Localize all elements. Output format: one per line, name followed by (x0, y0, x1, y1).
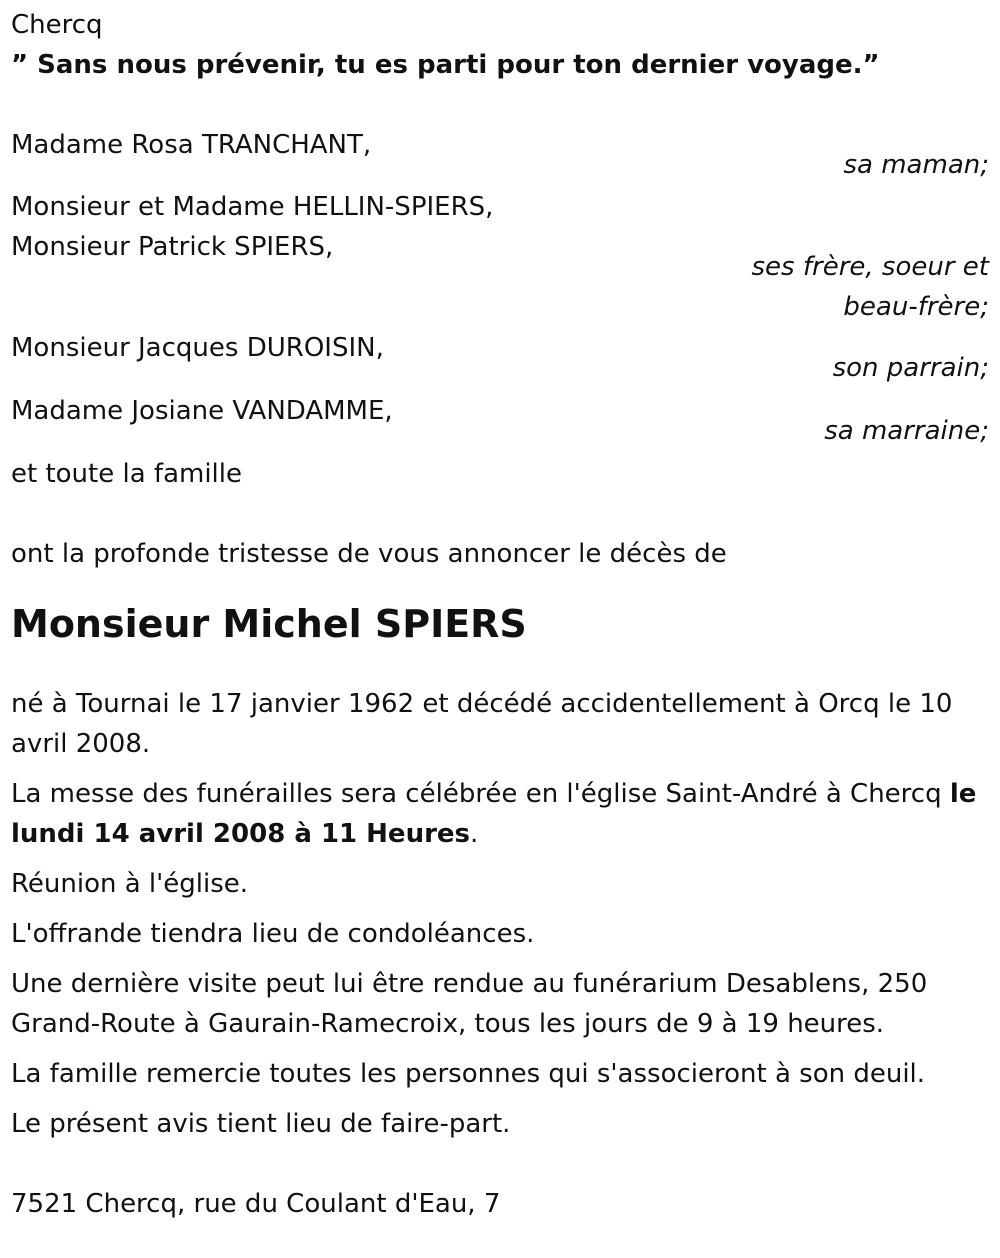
family-member-name: Madame Rosa TRANCHANT, (11, 130, 372, 160)
family-relation: ses frère, soeur et (751, 252, 989, 282)
offering-paragraph: L'offrande tiendra lieu de condoléances. (11, 919, 535, 949)
notice-paragraph: Le présent avis tient lieu de faire-part. (11, 1109, 511, 1139)
family-address: 7521 Chercq, rue du Coulant d'Eau, 7 (11, 1189, 501, 1219)
epitaph-quote: ” Sans nous prévenir, tu es parti pour ton dernier voyage.” (11, 50, 880, 80)
birth-death-paragraph: né à Tournai le 17 janvier 1962 et décédé accidentellement à Orcq le 10 avril 2008. (11, 689, 953, 759)
family-relation: sa maman; (843, 150, 989, 180)
funeral-paragraph (11, 774, 990, 854)
location-heading: Chercq (11, 10, 103, 40)
visit-paragraph: Une dernière visite peut lui être rendue au funérarium Desablens, 250 Grand-Route à Gaurain-Ramecroix, tous les jours de 9 à 19 heures. (11, 969, 928, 1039)
family-member-name: Monsieur et Madame HELLIN-SPIERS, (11, 192, 494, 222)
thanks-paragraph: La famille remercie toutes les personnes qui s'associeront à son deuil. (11, 1059, 926, 1089)
meeting-paragraph: Réunion à l'église. (11, 869, 249, 899)
family-relation: son parrain; (832, 353, 989, 383)
deceased-name: Monsieur Michel SPIERS (11, 602, 527, 646)
announcement-text: ont la profonde tristesse de vous annoncer le décès de (11, 539, 727, 569)
family-closing: et toute la famille (11, 459, 242, 489)
family-entry-godfather (11, 328, 990, 388)
funeral-period: . (470, 819, 479, 849)
funeral-date: le lundi 14 avril 2008 à 11 Heures (11, 779, 977, 849)
family-entry-siblings (11, 187, 990, 327)
family-relation: beau-frère; (843, 292, 989, 322)
funeral-text: La messe des funérailles sera célébrée en l'église Saint-André à Chercq (11, 779, 950, 809)
family-entry-mother (11, 125, 990, 185)
family-member-name: Madame Josiane VANDAMME, (11, 396, 393, 426)
family-member-name: Monsieur Patrick SPIERS, (11, 232, 334, 262)
family-relation: sa marraine; (824, 416, 989, 446)
family-entry-godmother (11, 391, 990, 451)
family-member-name: Monsieur Jacques DUROISIN, (11, 333, 384, 363)
